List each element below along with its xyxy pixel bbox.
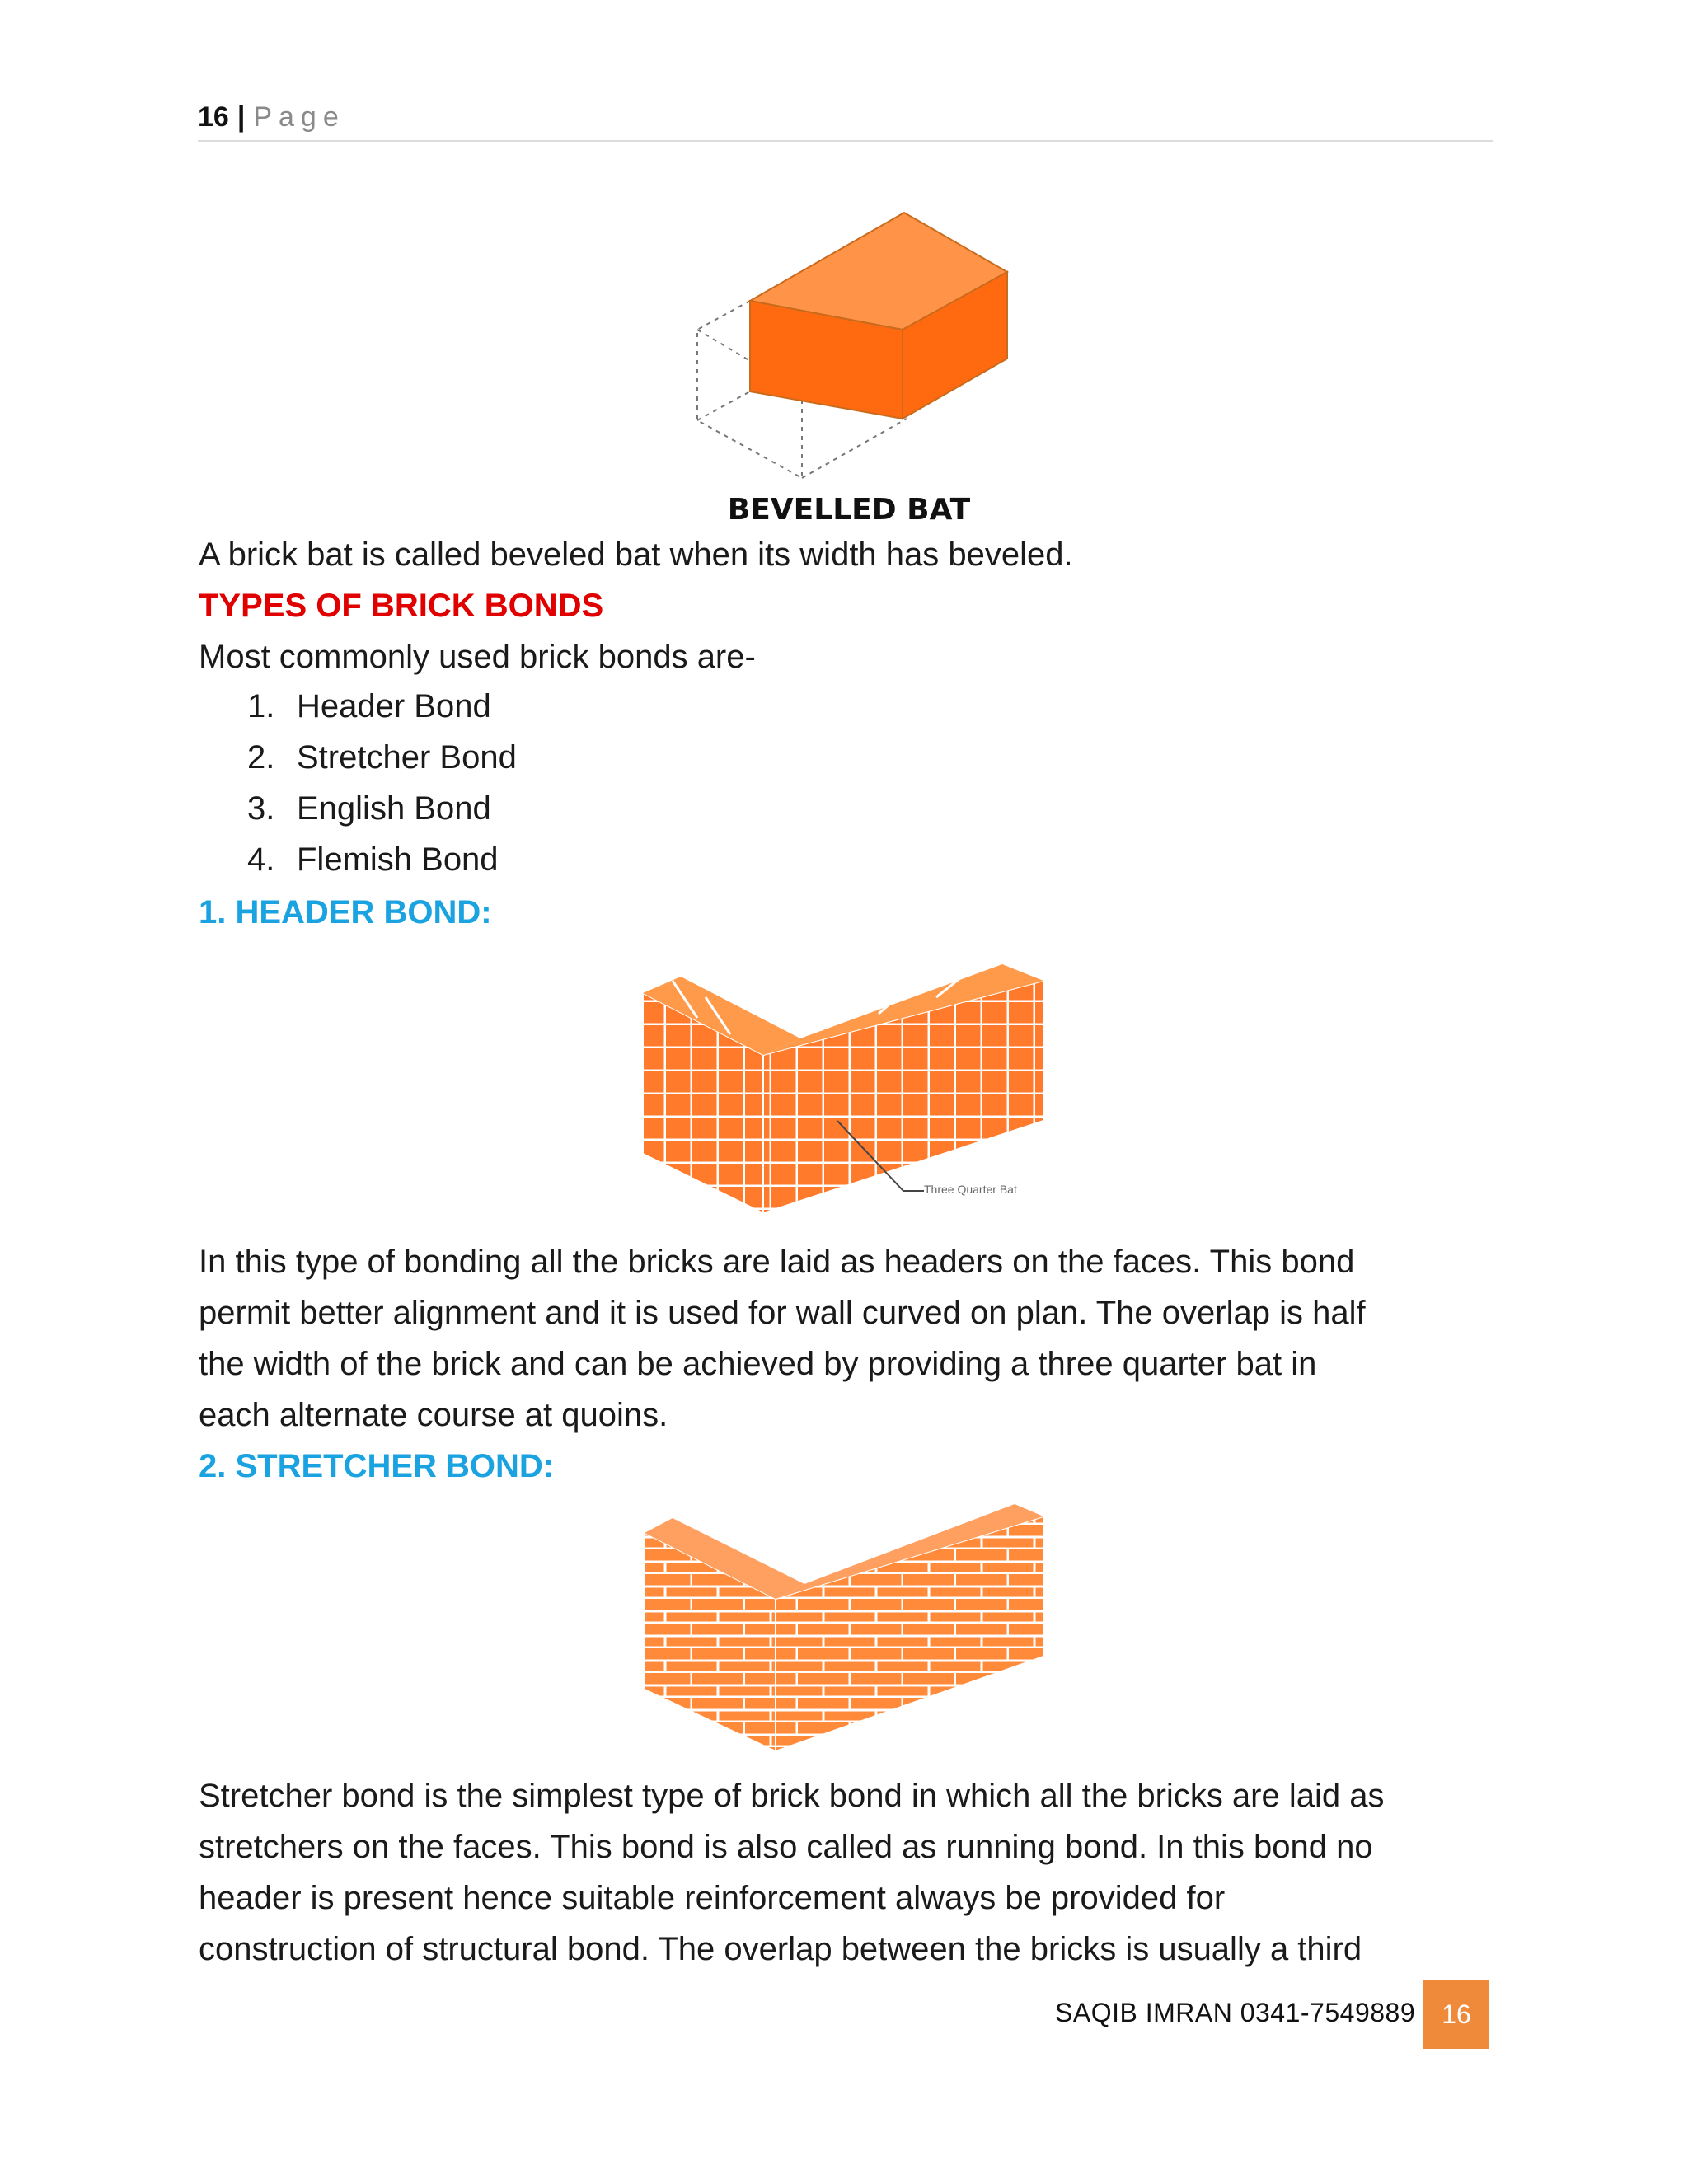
bevelled-bat-figure xyxy=(684,206,1030,486)
header-bond-paragraph xyxy=(199,1236,1501,1441)
list-item: 1. Header Bond xyxy=(247,688,491,724)
bevelled-bat-caption: BEVELLED BAT xyxy=(727,493,971,527)
types-heading: TYPES OF BRICK BONDS xyxy=(199,588,604,624)
paragraph-line: each alternate course at quoins. xyxy=(199,1397,668,1433)
stretcher-bond-paragraph xyxy=(199,1770,1501,1975)
three-quarter-bat-label: Three Quarter Bat xyxy=(924,1183,1017,1196)
types-intro: Most commonly used brick bonds are- xyxy=(199,639,756,675)
paragraph-line: construction of structural bond. The overlap between the bricks is usually a third xyxy=(199,1931,1362,1967)
page-number: 16 xyxy=(198,101,229,133)
paragraph-line: header is present hence suitable reinforcement always be provided for xyxy=(199,1880,1226,1916)
list-item: 4. Flemish Bond xyxy=(247,841,499,878)
list-item: 3. English Bond xyxy=(247,790,491,827)
page-header xyxy=(198,97,1493,142)
stretcher-bond-heading: 2. STRETCHER BOND: xyxy=(199,1448,555,1484)
bond-types-list xyxy=(247,681,517,885)
page-word: Page xyxy=(253,101,345,133)
paragraph-line: permit better alignment and it is used for wall curved on plan. The overlap is half xyxy=(199,1295,1366,1331)
header-separator: | xyxy=(237,101,246,133)
bevelled-description: A brick bat is called beveled bat when its width has beveled. xyxy=(199,537,1073,573)
footer-page-badge: 16 xyxy=(1423,1980,1489,2049)
stretcher-bond-figure xyxy=(640,1500,1052,1764)
footer-author: SAQIB IMRAN 0341-7549889 xyxy=(1055,1998,1416,2027)
paragraph-line: stretchers on the faces. This bond is also called as running bond. In this bond no xyxy=(199,1829,1373,1865)
paragraph-line: Stretcher bond is the simplest type of brick bond in which all the bricks are laid as xyxy=(199,1778,1385,1814)
paragraph-line: the width of the brick and can be achieved by providing a three quarter bat in xyxy=(199,1346,1317,1382)
paragraph-line: In this type of bonding all the bricks are laid as headers on the faces. This bond xyxy=(199,1244,1355,1280)
header-bond-figure xyxy=(640,956,1052,1228)
header-bond-heading: 1. HEADER BOND: xyxy=(199,894,492,930)
list-item: 2. Stretcher Bond xyxy=(247,739,517,776)
